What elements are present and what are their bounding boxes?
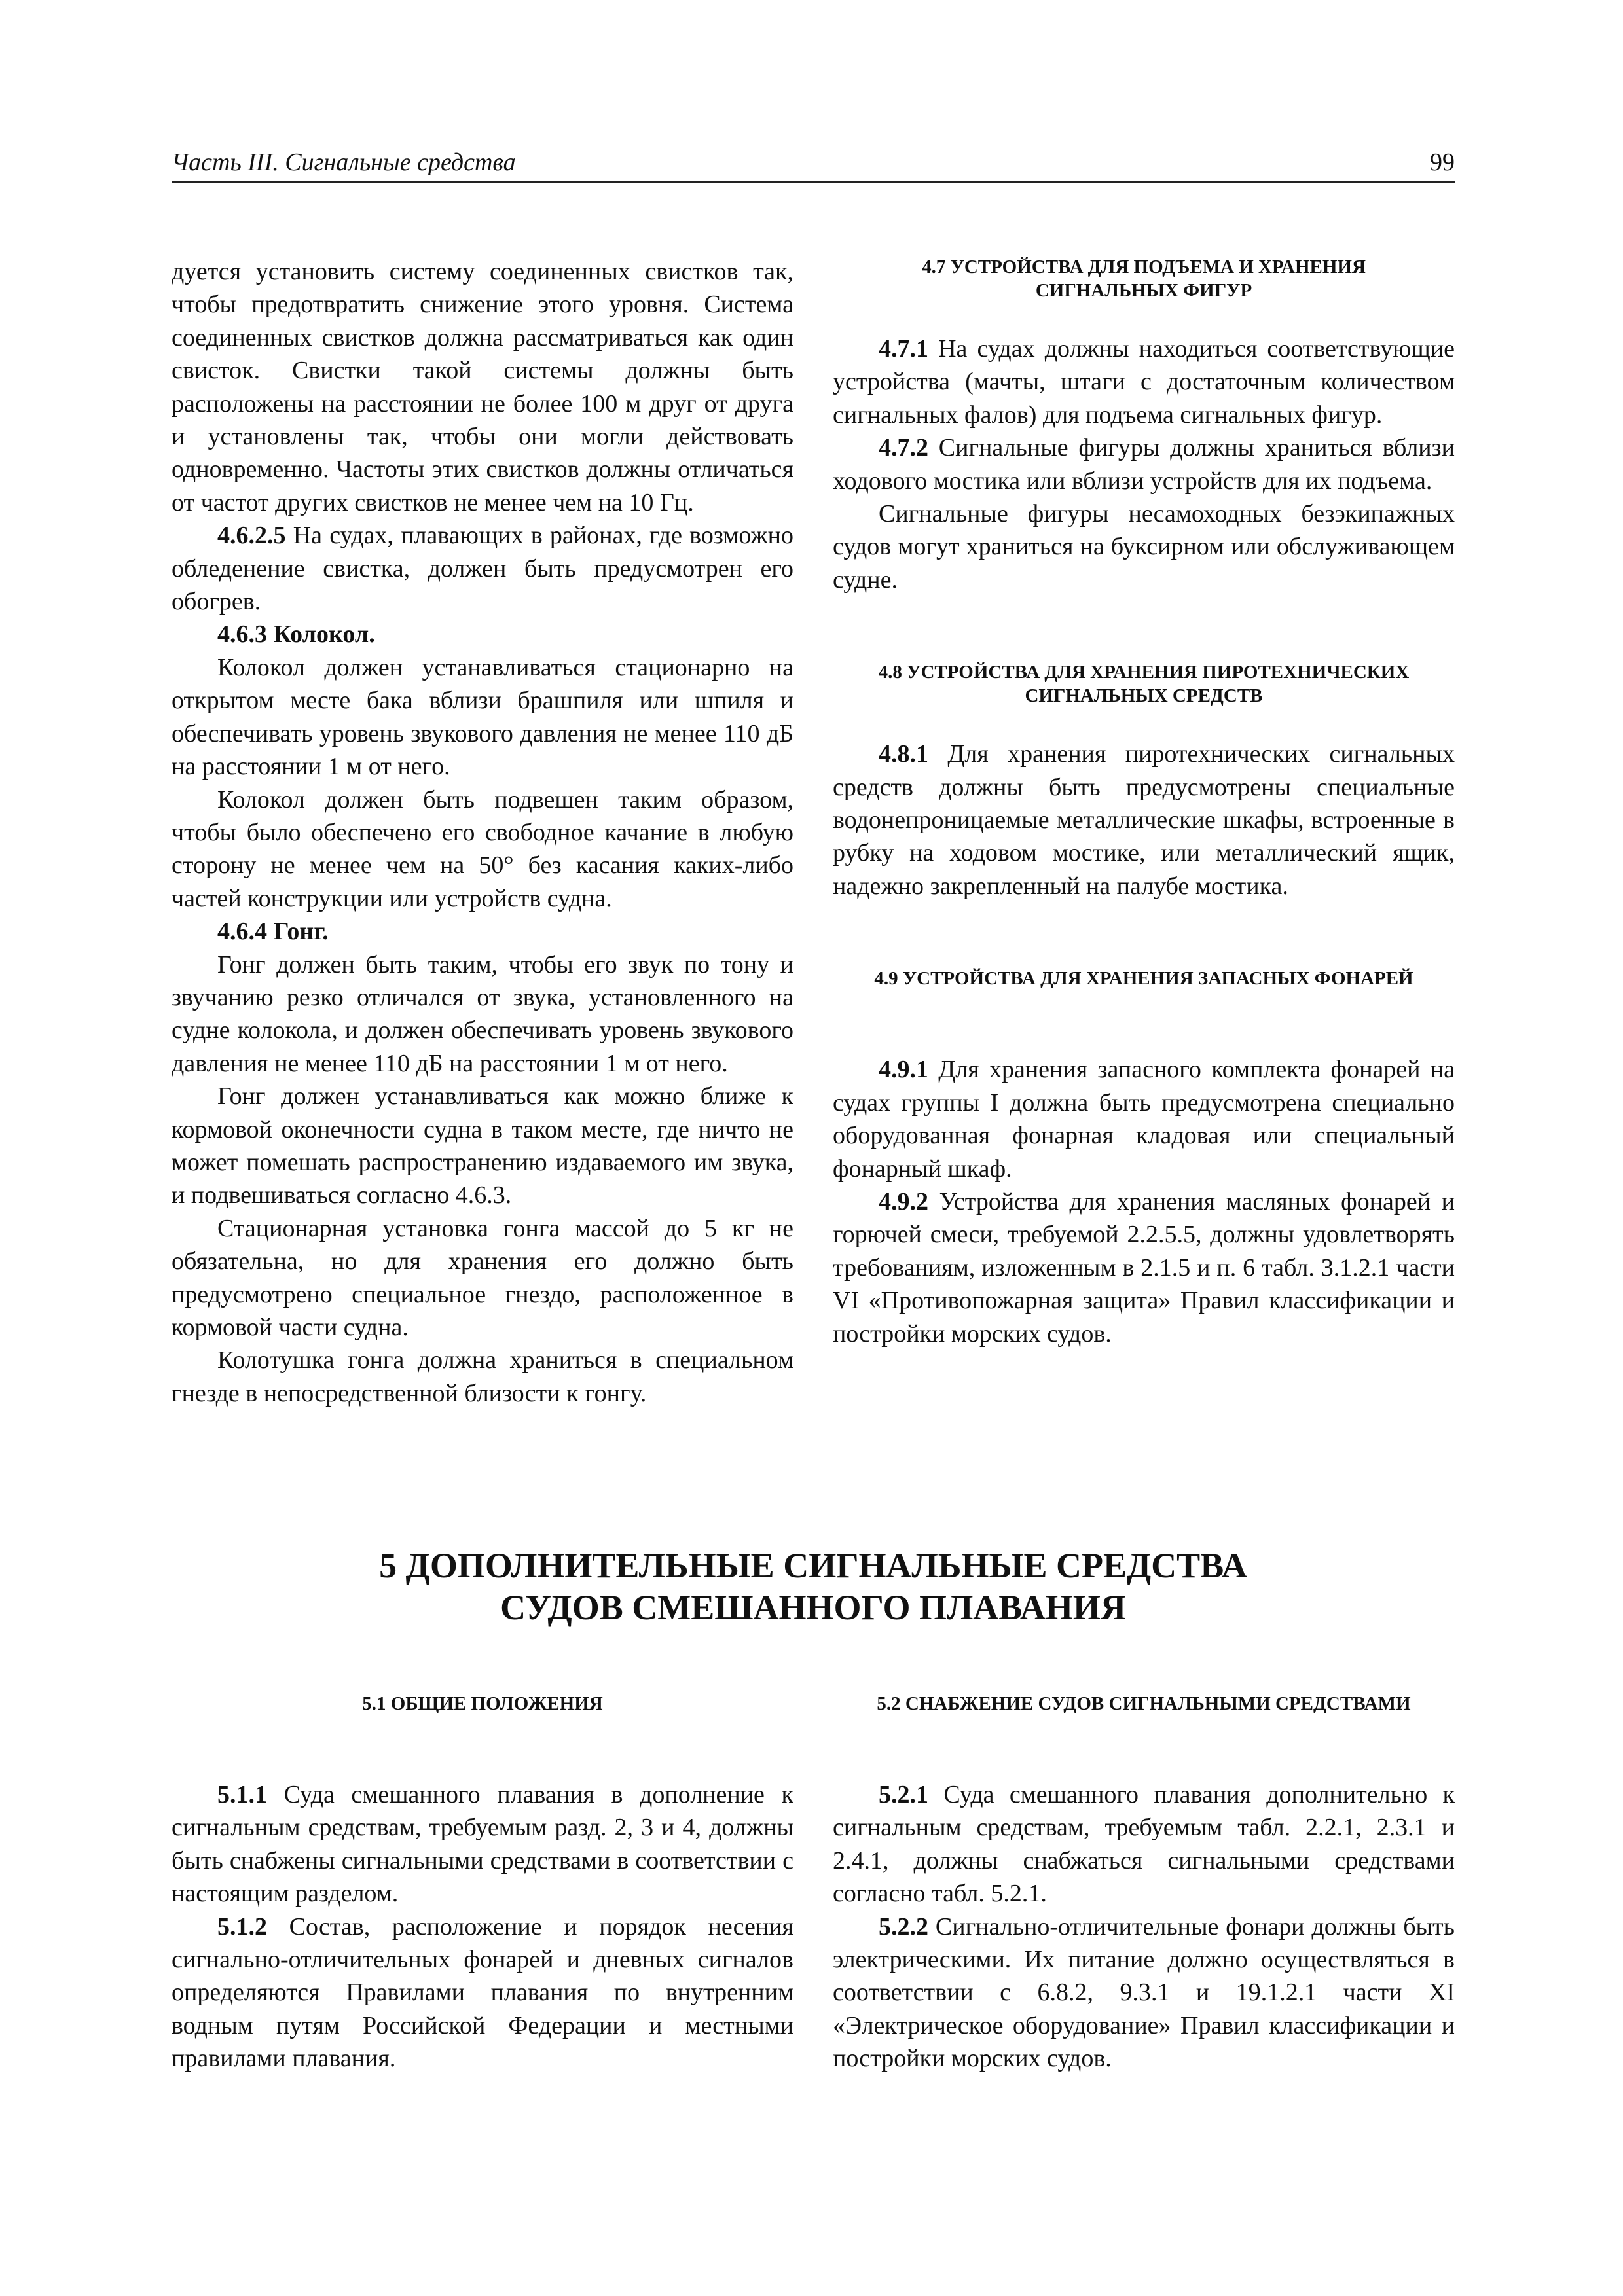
section-5-2-column [833,1692,1455,2075]
left-column [172,255,793,1410]
heading-text: 4.6.4 Гонг. [217,918,329,946]
paragraph-4-7-1 [833,332,1455,431]
paragraph-5-1-2 [172,1910,793,2075]
clause-text: Устройства для хранения масляных фонарей и горючей смеси, требуемой 2.2.5.5, должны удовлетворять требованиям, изложенным в 2.1.5 и п. 6 табл. 3.1.2.1 части VI «Противопожарная защита» Правил классификации и постройки морских судов. [833,1187,1455,1348]
section-heading-4-9: 4.9 УСТРОЙСТВА ДЛЯ ХРАНЕНИЯ ЗАПАСНЫХ ФОНАРЕЙ [874,968,1413,990]
clause-text: Сигнально-отличительные фонари должны быть электрическими. Их питание должно осуществляться в соответствии с 6.8.2, 9.3.1 и 19.1.2.1 части XI «Электрическое оборудование» Правил классификации и постройки морских судов. [833,1912,1455,2073]
page-number: 99 [1430,149,1455,176]
paragraph-5-1-1 [172,1778,793,1910]
section-heading-5-1: 5.1 ОБЩИЕ ПОЛОЖЕНИЯ [362,1693,603,1714]
clause-text: Сигнальные фигуры должны храниться вблизи ходового мостика или вблизи устройств для их подъема. [833,434,1455,495]
clause-number: 5.2.1 [879,1781,928,1808]
paragraph: Сигнальные фигуры несамоходных безэкипажных судов могут храниться на буксирном или обслуживающем судне. [833,500,1455,594]
chapter-title-line: 5 ДОПОЛНИТЕЛЬНЫЕ СИГНАЛЬНЫЕ СРЕДСТВА [379,1546,1247,1585]
clause-text: На судах должны находиться соответствующие устройства (мачты, штаги с достаточным количеством сигнальных фалов) для подъема сигнальных фигур. [833,335,1455,429]
heading-text: 4.6.3 Колокол. [217,620,375,649]
clause-number: 5.2.2 [879,1912,928,1941]
clause-text: Суда смешанного плавания дополнительно к сигнальным средствам, требуемым табл. 2.2.1, 2.3.1 и 2.4.1, должны снабжаться сигнальными средствами согласно табл. 5.2.1. [833,1781,1455,1908]
clause-number: 5.1.2 [217,1912,267,1941]
paragraph-4-8-1 [833,738,1455,903]
clause-number: 4.6.2.5 [217,522,286,550]
right-column [833,255,1455,1350]
clause-text: Состав, расположение и порядок несения сигнально-отличительных фонарей и дневных сигналов определяются Правилами плавания по внутренним водным путям Российской Федерации и местными правилами плавания. [172,1912,793,2073]
clause-text: Для хранения пиротехнических сигнальных средств должны быть предусмотрены специальные водонепроницаемые металлические шкафы, встроенные в рубку на ходовом мостике, или металлический ящик, надежно закрепленный на палубе мостика. [833,740,1455,900]
paragraph-4-9-1 [833,1053,1455,1185]
paragraph: Гонг должен быть таким, чтобы его звук по тону и звучанию резко отличался от звука, установленного на судне колокола, и должен обеспечивать уровень звукового давления не менее 110 дБ на расстоянии 1 м от него. [172,950,793,1077]
clause-number: 4.9.2 [879,1187,928,1215]
paragraph: Стационарная установка гонга массой до 5 кг не обязательна, но для хранения его должно быть предусмотрено специальное гнездо, расположенное в кормовой части судна. [172,1214,793,1341]
clause-number: 5.1.1 [217,1781,267,1808]
section-heading-4-7: 4.7 УСТРОЙСТВА ДЛЯ ПОДЪЕМА И ХРАНЕНИЯ СИГНАЛЬНЫХ ФИГУР [922,257,1366,301]
section-5-1-column [172,1692,793,2075]
paragraph: Колотушка гонга должна храниться в специальном гнезде в непосредственной близости к гонгу. [172,1346,793,1407]
section-heading-5-2: 5.2 СНАБЖЕНИЕ СУДОВ СИГНАЛЬНЫМИ СРЕДСТВАМИ [877,1693,1411,1714]
paragraph-4-7-2 [833,431,1455,497]
paragraph-4-9-2 [833,1185,1455,1350]
clause-number: 4.7.1 [879,335,928,363]
section-heading-4-6-3 [172,618,793,651]
section-heading-4-8: 4.8 УСТРОЙСТВА ДЛЯ ХРАНЕНИЯ ПИРОТЕХНИЧЕСКИХ СИГНАЛЬНЫХ СРЕДСТВ [878,662,1410,707]
paragraph-5-2-2 [833,1910,1455,2075]
running-header [172,144,1455,183]
clause-text: На судах, плавающих в районах, где возможно обледенение свистка, должен быть предусмотрен его обогрев. [172,522,793,616]
clause-text: Суда смешанного плавания в дополнение к сигнальным средствам, требуемым разд. 2, 3 и 4, должны быть снабжены сигнальными средствами в соответствии с настоящим разделом. [172,1781,793,1908]
clause-number: 4.9.1 [879,1056,928,1084]
clause-number: 4.8.1 [879,740,928,768]
chapter-title-line: СУДОВ СМЕШАННОГО ПЛАВАНИЯ [500,1588,1126,1627]
running-title: Часть III. Сигнальные средства [172,149,516,176]
paragraph-5-2-1 [833,1778,1455,1910]
paragraph: Гонг должен устанавливаться как можно ближе к кормовой оконечности судна в таком месте, где ничто не может помешать распространению издаваемого им звука, и подвешиваться согласно 4.6.3. [172,1083,793,1210]
paragraph-4-6-2-5 [172,519,793,618]
chapter-title [172,1545,1455,1628]
paragraph-continuation: дуется установить систему соединенных свистков так, чтобы предотвратить снижение этого уровня. Система соединенных свистков должна рассматриваться как один свисток. Свистки такой системы должны быть расположены на расстоянии не более 100 м друг от друга и установлены так, чтобы они могли действовать одновременно. Частоты этих свистков должны отличаться от частот других свистков не менее чем на 10 Гц. [172,258,793,516]
clause-text: Для хранения запасного комплекта фонарей на судах группы I должна быть предусмотрена специально оборудованная фонарная кладовая или специальный фонарный шкаф. [833,1056,1455,1183]
clause-number: 4.7.2 [879,434,928,462]
paragraph: Колокол должен быть подвешен таким образом, чтобы было обеспечено его свободное качание в любую сторону не менее чем на 50° без касания каких-либо частей конструкции или устройств судна. [172,785,793,912]
section-heading-4-6-4 [172,915,793,948]
paragraph: Колокол должен устанавливаться стационарно на открытом месте бака вблизи брашпиля или шпиля и обеспечивать уровень звукового давления не менее 110 дБ на расстоянии 1 м от него. [172,653,793,781]
